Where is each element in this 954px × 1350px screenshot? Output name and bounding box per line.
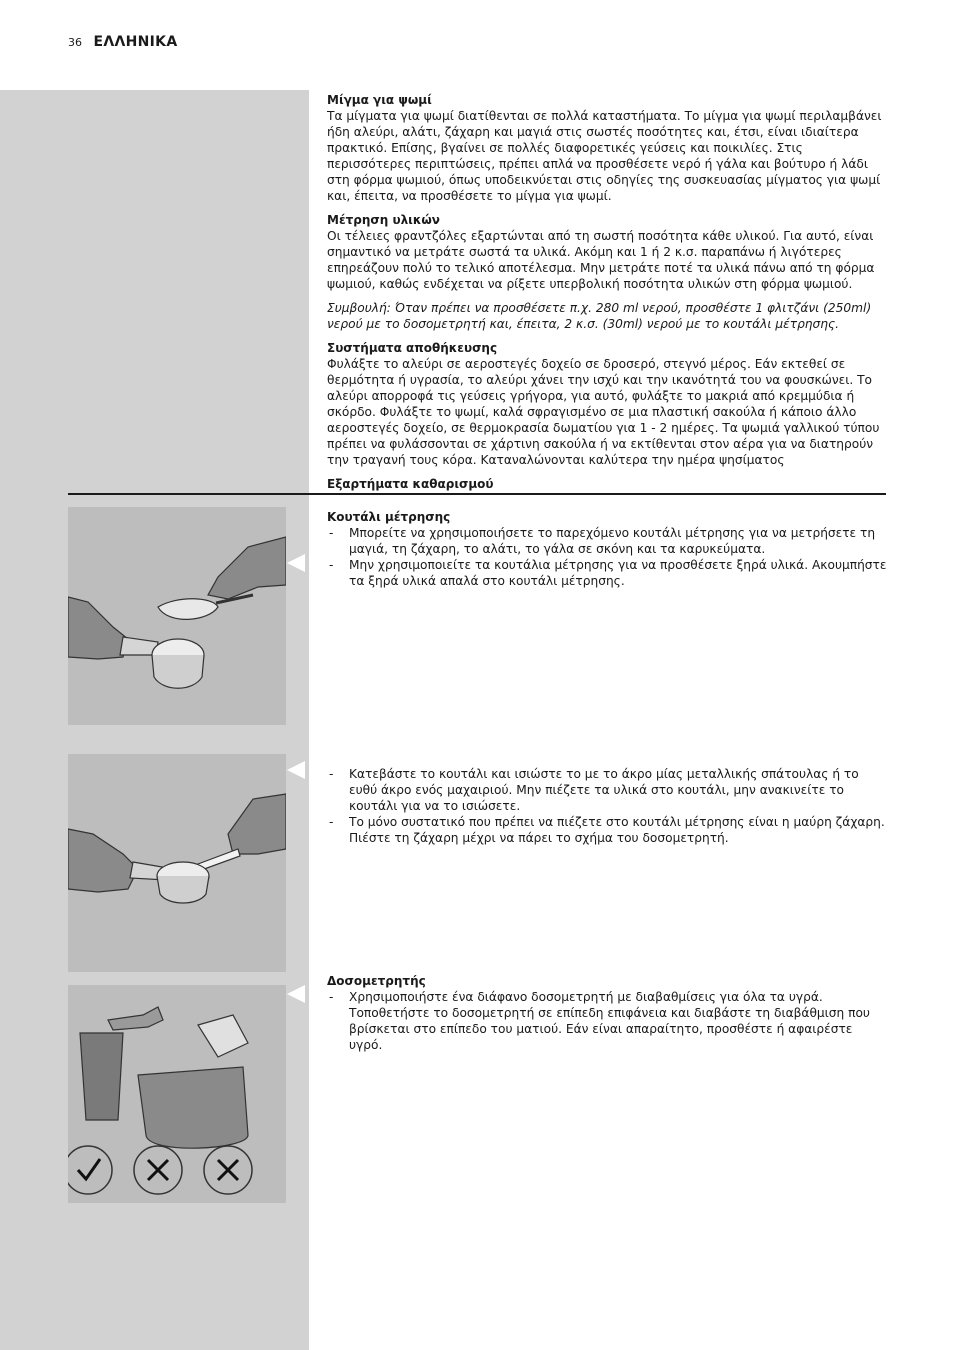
storage-heading: Συστήματα αποθήκευσης [327,341,498,355]
spoon-section [327,509,887,589]
level-bullets [327,766,887,846]
section-divider [68,493,886,495]
intro-column [327,92,887,492]
cup-bullets [327,989,887,1053]
cup-drawing [68,985,286,1203]
page-number: 36 [68,36,82,49]
pointer-arrow-icon [287,761,305,779]
spoon-illustration [68,507,286,725]
measuring-heading: Μέτρηση υλικών [327,213,440,227]
storage-text: Φυλάξτε το αλεύρι σε αεροστεγές δοχείο σε δροσερό, στεγνό μέρος. Εάν εκτεθεί σε θερμότητα ή υγρασία, το αλεύρι χάνει την ισχύ και την ικανότητά του να φουσκώνει. Το αλεύρι απορροφά τις γεύσεις γρήγορα, για αυτό, φυλάξτε το μακριά από κρεμμύδια ή σκόρδο. Φυλάξτε το ψωμί, καλά σφραγισμένο σε μια πλαστική σακούλα ή κάποιο άλλο αεροστεγές δοχείο, σε θερμοκρασία δωματίου για 1 - 2 ημέρες. Τα ψωμιά γαλλικού τύπου πρέπει να φυλάσσονται σε χάρτινη σακούλα ή να εκτίθενται στον αέρα για να διατηρούν την τραγανή τους κόρα. Καταναλώνονται καλύτερα την ημέρα ψησίματος [327,357,880,467]
list-item: - Μπορείτε να χρησιμοποιήσετε το παρεχόμενο κουτάλι μέτρησης για να μετρήσετε τη μαγιά, τη ζάχαρη, το αλάτι, το γάλα σε σκόνη και τα καρυκεύματα. [327,525,887,557]
list-item: - Μην χρησιμοποιείτε τα κουτάλια μέτρησης για να προσθέσετε ξηρά υλικά. Ακουμπήστε τα ξηρά υλικά απαλά στο κουτάλι μέτρησης. [327,557,887,589]
list-item: - Το μόνο συστατικό που πρέπει να πιέζετε στο κουτάλι μέτρησης είναι η μαύρη ζάχαρη. Πιέστε τη ζάχαρη μέχρι να πάρει το σχήμα του δοσομετρητή. [327,814,887,846]
pointer-arrow-icon [287,554,305,572]
language-title: ΕΛΛΗΝΙΚΑ [93,34,178,50]
level-section [327,766,887,846]
page-header [68,34,177,50]
bread-mix-text: Τα μίγματα για ψωμί διατίθενται σε πολλά καταστήματα. Το μίγμα για ψωμί περιλαμβάνει ήδη αλεύρι, αλάτι, ζάχαρη και μαγιά στις σωστές ποσότητες και, έτσι, είναι ιδιαίτερα πρακτικό. Επίσης, βγαίνει σε πολλές διαφορετικές γεύσεις και ποικιλίες. Στις περισσότερες περιπτώσεις, πρέπει απλά να προσθέσετε νερό ή γάλα και βούτυρο ή λάδι στη φόρμα ψωμιού, όπως υποδεικνύεται στις οδηγίες της συσκευασίας μίγματος για ψωμί και, έπειτα, να προσθέσετε το μίγμα για ψωμί. [327,109,882,203]
cup-illustration [68,985,286,1203]
bread-mix-heading: Μίγμα για ψωμί [327,93,432,107]
level-illustration [68,754,286,972]
spoon-bullets [327,525,887,589]
cup-section [327,973,887,1053]
pointer-arrow-icon [287,985,305,1003]
spoon-drawing [68,507,286,725]
tip-text: Συμβουλή: Όταν πρέπει να προσθέσετε π.χ. 280 ml νερού, προσθέστε 1 φλιτζάνι (250ml) νερού με το δοσομετρητή και, έπειτα, 2 κ.σ. (30ml) νερού με το κουτάλι μέτρησης. [327,301,872,331]
spoon-heading: Κουτάλι μέτρησης [327,510,451,524]
cup-heading: Δοσομετρητής [327,974,426,988]
measuring-text: Οι τέλειες φραντζόλες εξαρτώνται από τη σωστή ποσότητα κάθε υλικού. Για αυτό, είναι σημαντικό να μετράτε σωστά τα υλικά. Ακόμη και 1 ή 2 κ.σ. παραπάνω ή λιγότερες επηρεάζουν πολύ το τελικό αποτέλεσμα. Μην μετράτε ποτέ τα υλικά πάνω από τη φόρμα ψωμιού, καθώς ενδέχεται να ρίξετε υπερβολική ποσότητα υλικών στη φόρμα ψωμιού. [327,229,875,291]
list-item: - Χρησιμοποιήστε ένα διάφανο δοσομετρητή με διαβαθμίσεις για όλα τα υγρά. Τοποθετήστε το δοσομετρητή σε επίπεδη επιφάνεια και διαβάστε τη διαβάθμιση που βρίσκεται στο επίπεδο του ματιού. Εάν είναι απαραίτητο, προσθέστε ή αφαιρέστε υγρό. [327,989,887,1053]
accessories-heading: Εξαρτήματα καθαρισμού [327,477,494,491]
list-item: - Κατεβάστε το κουτάλι και ισιώστε το με το άκρο μίας μεταλλικής σπάτουλας ή το ευθύ άκρο ενός μαχαιριού. Μην πιέζετε τα υλικά στο κουτάλι, μην ανακινείτε το κουτάλι για να το ισιώσετε. [327,766,887,814]
knife-drawing [68,754,286,972]
